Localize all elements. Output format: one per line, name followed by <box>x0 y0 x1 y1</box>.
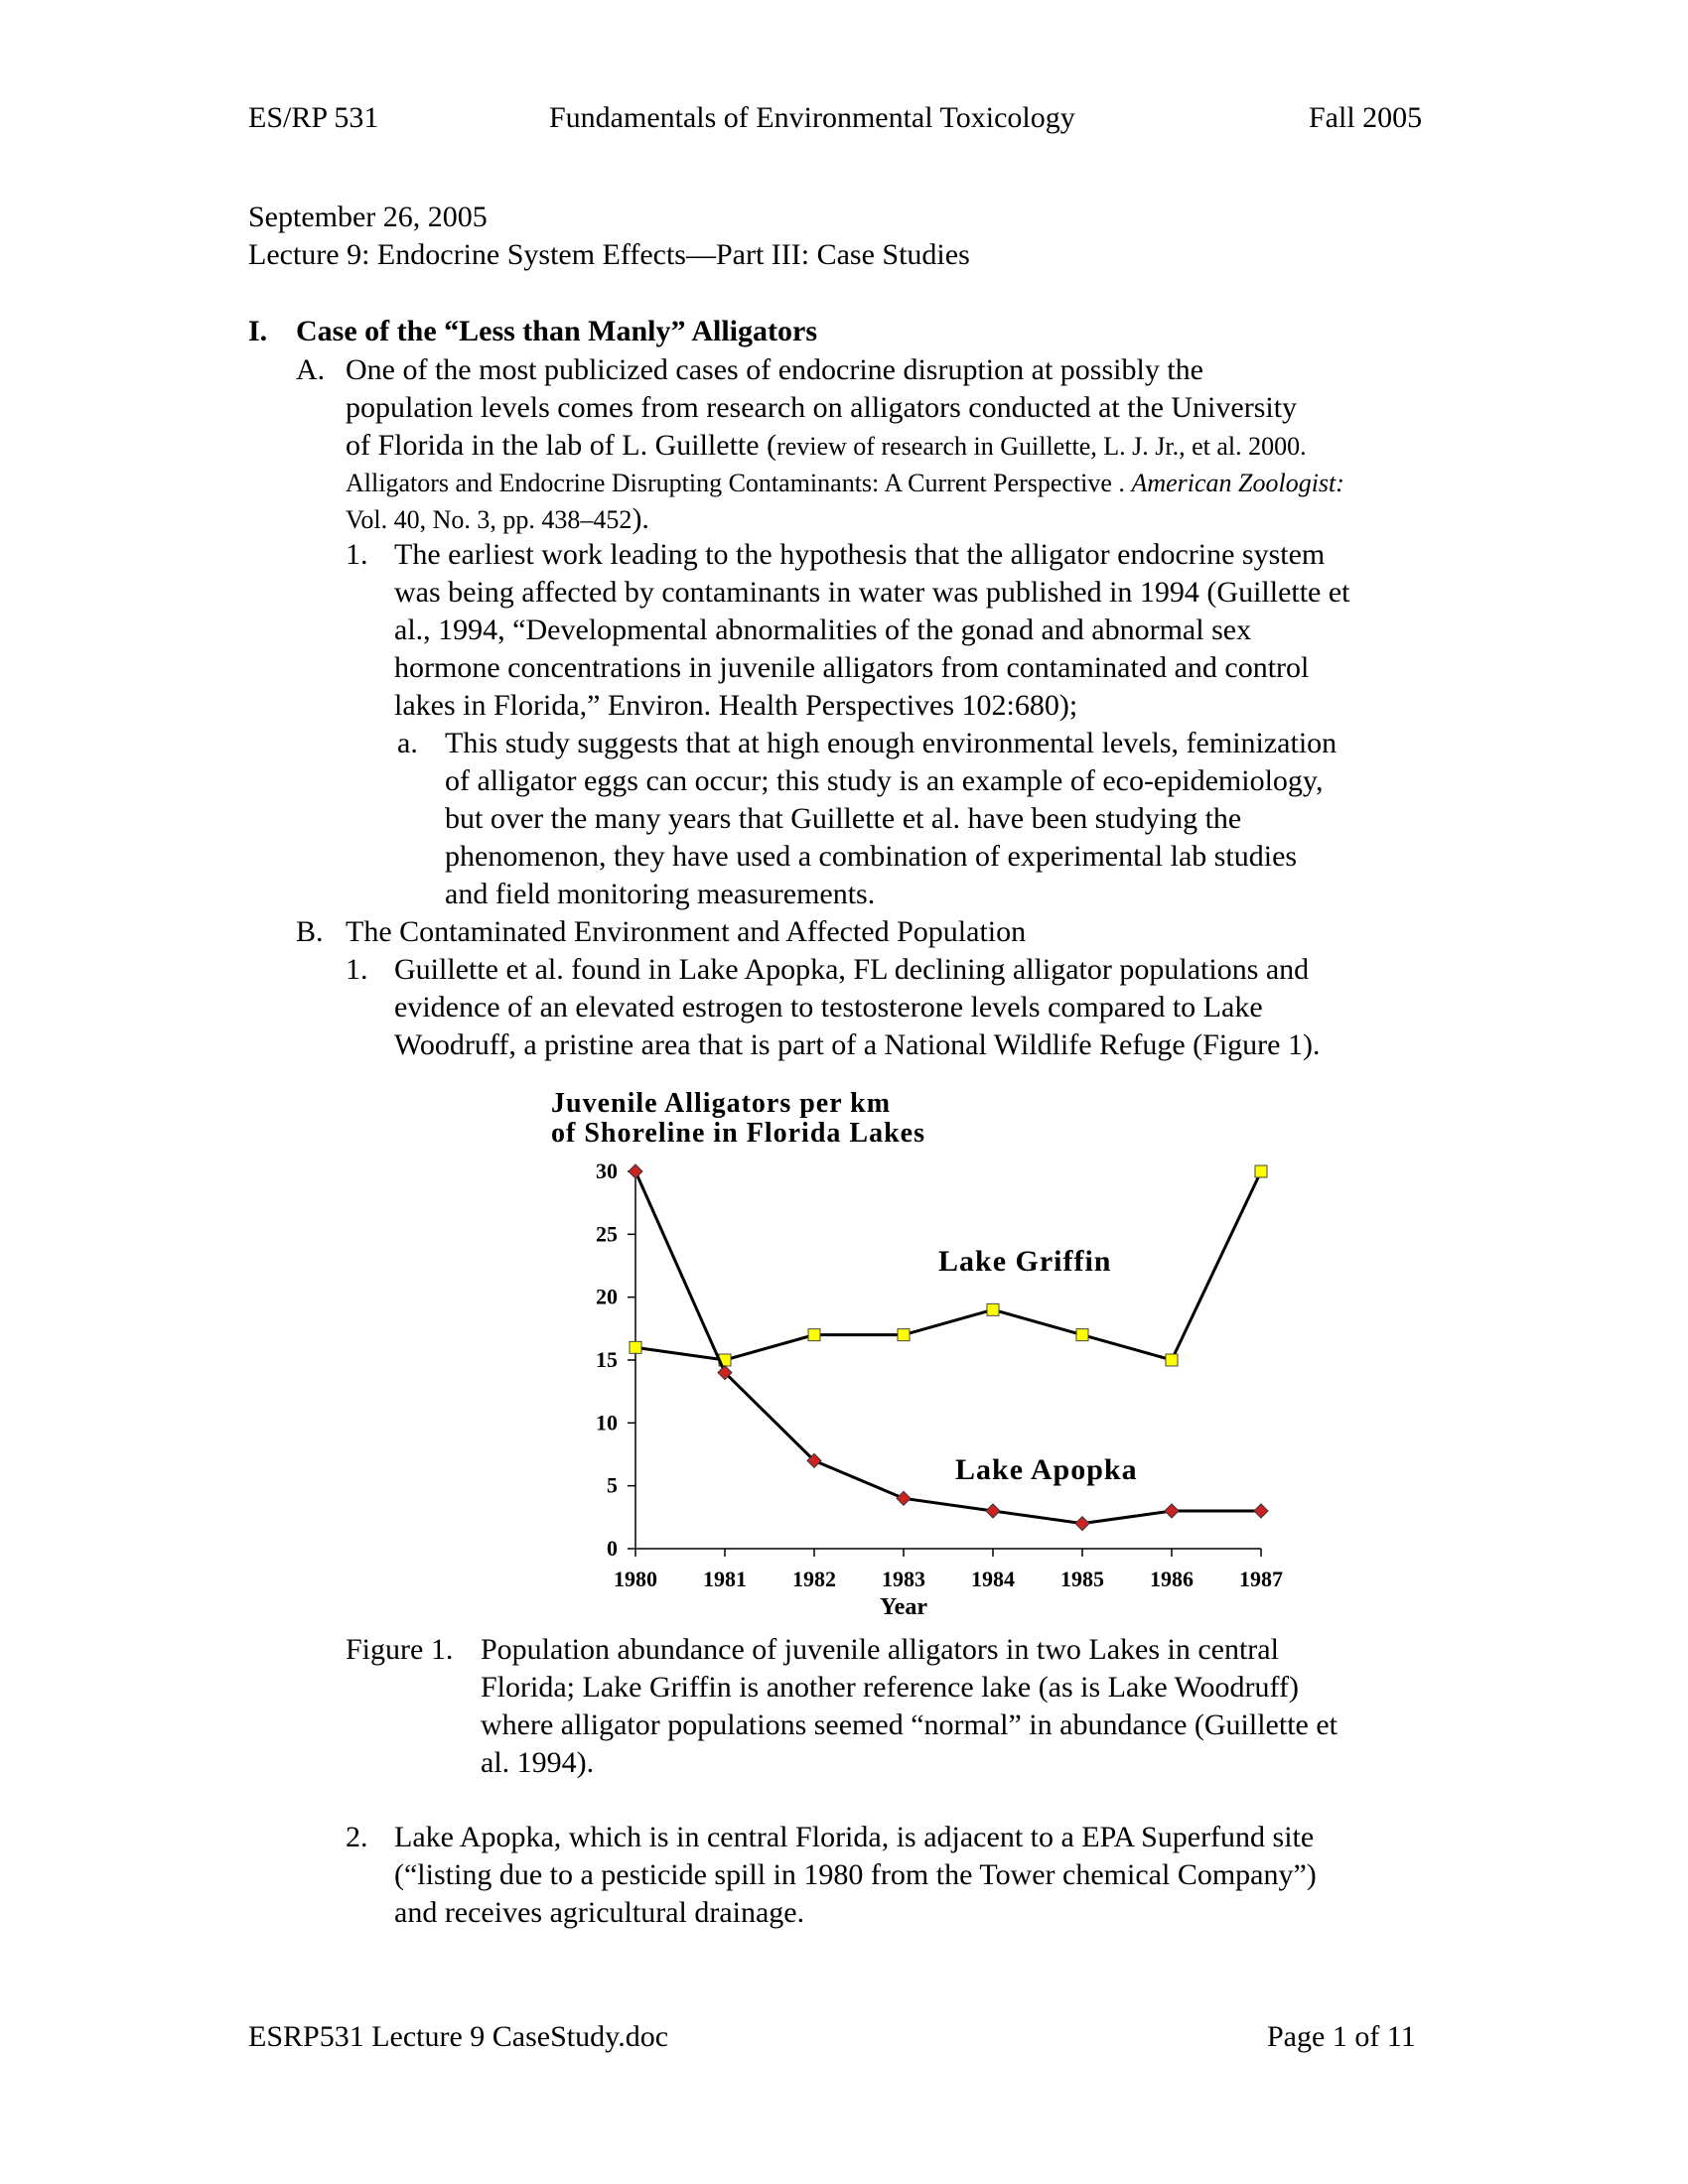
y-tick-label: 20 <box>596 1284 618 1309</box>
chart-title-line-2: of Shoreline in Florida Lakes <box>551 1118 925 1149</box>
b2-line: Lake Apopka, which is in central Florida, is adjacent to a EPA Superfund site <box>394 1821 1315 1853</box>
chart-title-line-1: Juvenile Alligators per km <box>551 1088 892 1119</box>
paragraph-a-line <box>346 427 1307 466</box>
series-label-lake-apopka: Lake Apopka <box>955 1453 1138 1486</box>
journal-name: American Zoologist: <box>1131 469 1344 497</box>
a1a-line: This study suggests that at high enough environmental levels, feminization <box>445 727 1337 759</box>
y-tick-label: 0 <box>607 1536 618 1561</box>
lecture-title: Lecture 9: Endocrine System Effects—Part III: Case Studies <box>248 238 970 271</box>
section-number: I. <box>248 315 268 347</box>
data-point-lake-griffin <box>898 1329 910 1341</box>
citation-line <box>346 500 649 539</box>
chart-svg <box>536 1082 1331 1618</box>
cap-line: where alligator populations seemed “normal” in abundance (Guillette et <box>481 1708 1338 1741</box>
item-label-a: A. <box>296 353 326 386</box>
citation-text: Alligators and Endocrine Disrupting Contaminants: A Current Perspective . <box>346 469 1132 497</box>
figure-caption-label: Figure 1. <box>346 1633 454 1666</box>
item-label-a1: 1. <box>346 538 368 571</box>
section-b-heading: The Contaminated Environment and Affected Population <box>346 915 1027 948</box>
paragraph-a-text: ). <box>632 502 649 535</box>
item-label-a1a: a. <box>397 727 418 759</box>
cap-line: Florida; Lake Griffin is another reference lake (as is Lake Woodruff) <box>481 1671 1299 1704</box>
a1-line: lakes in Florida,” Environ. Health Perspectives 102:680); <box>394 689 1078 722</box>
y-tick-label: 15 <box>596 1347 618 1372</box>
header-course: ES/RP 531 <box>248 101 379 134</box>
a1-line: The earliest work leading to the hypothesis that the alligator endocrine system <box>394 538 1326 571</box>
header-term: Fall 2005 <box>1309 101 1423 134</box>
series-label-lake-griffin: Lake Griffin <box>938 1245 1112 1278</box>
section-heading: Case of the “Less than Manly” Alligators <box>296 315 817 347</box>
data-point-lake-griffin <box>630 1341 641 1353</box>
data-point-lake-griffin <box>1166 1354 1178 1366</box>
citation-line <box>346 465 1344 502</box>
a1a-line: of alligator eggs can occur; this study is an example of eco-epidemiology, <box>445 764 1324 797</box>
b2-line: (“listing due to a pesticide spill in 1980 from the Tower chemical Company”) <box>394 1858 1317 1891</box>
x-tick-label: 1987 <box>1239 1567 1283 1591</box>
a1-line: hormone concentrations in juvenile alligators from contaminated and control <box>394 651 1310 684</box>
data-point-lake-griffin <box>808 1329 820 1341</box>
x-axis-label: Year <box>880 1594 927 1618</box>
series-line-lake-apopka <box>635 1171 1261 1524</box>
x-tick-label: 1984 <box>971 1567 1015 1591</box>
y-tick-label: 5 <box>607 1472 618 1498</box>
figure-1-chart <box>536 1082 1331 1623</box>
a1-line: al., 1994, “Developmental abnormalities of the gonad and abnormal sex <box>394 614 1252 646</box>
footer-page-number: Page 1 of 11 <box>1267 2020 1416 2053</box>
b1-line: Woodruff, a pristine area that is part of a National Wildlife Refuge (Figure 1). <box>394 1028 1321 1061</box>
a1a-line: phenomenon, they have used a combination of experimental lab studies <box>445 840 1298 873</box>
header-title: Fundamentals of Environmental Toxicology <box>549 101 1075 134</box>
item-label-b: B. <box>296 915 324 948</box>
x-tick-label: 1981 <box>703 1567 747 1591</box>
data-point-lake-apopka <box>1254 1504 1268 1518</box>
y-tick-label: 30 <box>596 1159 618 1183</box>
a1-line: was being affected by contaminants in water was published in 1994 (Guillette et <box>394 576 1350 609</box>
cap-line: Population abundance of juvenile alligators in two Lakes in central <box>481 1633 1279 1666</box>
b2-line: and receives agricultural drainage. <box>394 1896 805 1929</box>
item-label-b1: 1. <box>346 953 368 986</box>
paragraph-a-text: of Florida in the lab of L. Guillette ( <box>346 429 777 462</box>
x-tick-label: 1983 <box>882 1567 925 1591</box>
data-point-lake-griffin <box>987 1303 999 1315</box>
x-tick-label: 1980 <box>614 1567 657 1591</box>
data-point-lake-apopka <box>629 1164 642 1178</box>
data-point-lake-apopka <box>986 1504 1000 1518</box>
paragraph-a-line: population levels comes from research on alligators conducted at the University <box>346 391 1298 424</box>
a1a-line: but over the many years that Guillette et al. have been studying the <box>445 802 1242 835</box>
b1-line: Guillette et al. found in Lake Apopka, FL declining alligator populations and <box>394 953 1310 986</box>
x-tick-label: 1985 <box>1060 1567 1104 1591</box>
citation-text: Vol. 40, No. 3, pp. 438–452 <box>346 505 633 534</box>
data-point-lake-apopka <box>1075 1517 1089 1531</box>
x-tick-label: 1986 <box>1150 1567 1194 1591</box>
data-point-lake-griffin <box>1255 1165 1267 1177</box>
paragraph-a-line: One of the most publicized cases of endocrine disruption at possibly the <box>346 353 1203 386</box>
cap-line: al. 1994). <box>481 1746 595 1779</box>
data-point-lake-griffin <box>1076 1329 1088 1341</box>
y-tick-label: 25 <box>596 1221 618 1247</box>
item-label-b2: 2. <box>346 1821 368 1853</box>
a1a-line: and field monitoring measurements. <box>445 878 876 910</box>
b1-line: evidence of an elevated estrogen to testosterone levels compared to Lake <box>394 991 1263 1024</box>
x-tick-label: 1982 <box>792 1567 836 1591</box>
citation-text: review of research in Guillette, L. J. Jr., et al. 2000. <box>776 432 1307 461</box>
data-point-lake-apopka <box>897 1491 911 1505</box>
footer-filename: ESRP531 Lecture 9 CaseStudy.doc <box>248 2020 669 2053</box>
lecture-date: September 26, 2005 <box>248 201 488 233</box>
y-tick-label: 10 <box>596 1410 618 1435</box>
data-point-lake-apopka <box>1165 1504 1179 1518</box>
